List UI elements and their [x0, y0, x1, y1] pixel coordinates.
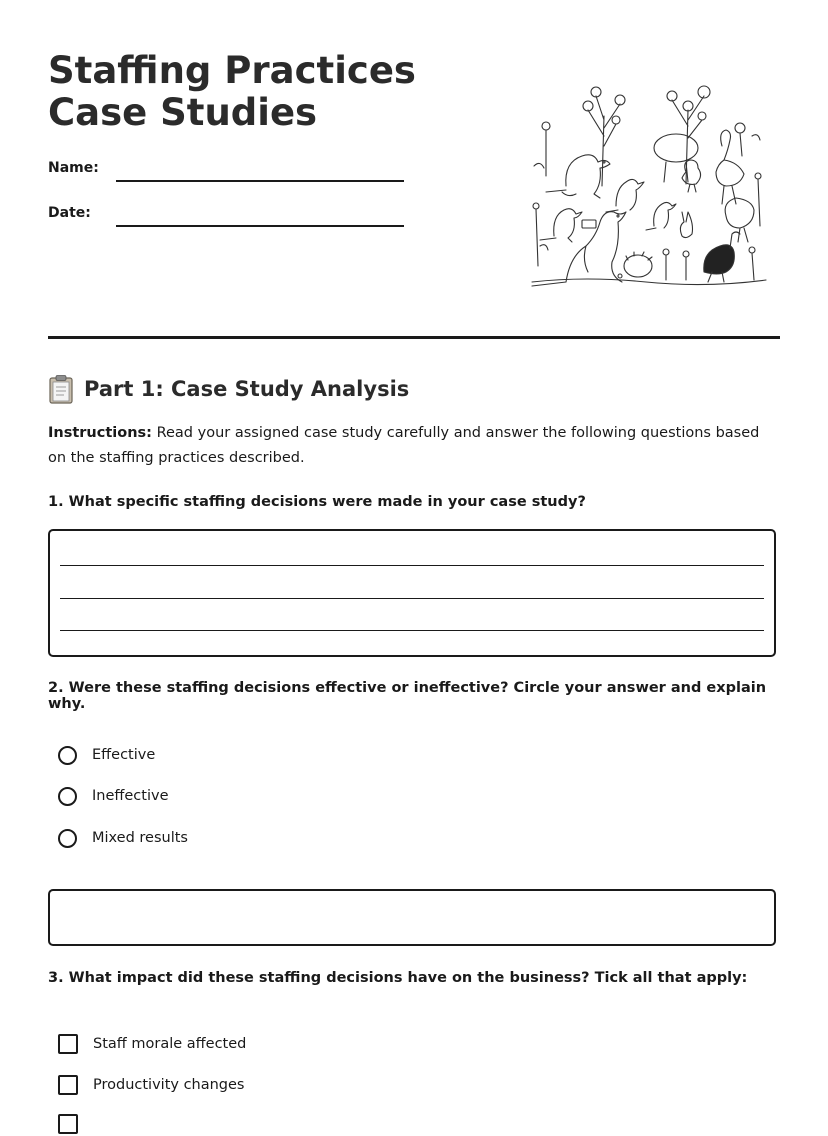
tree-icon [583, 87, 625, 186]
date-label: Date: [48, 205, 91, 221]
bush-icon [654, 134, 698, 182]
cassowary-icon [704, 232, 740, 282]
kangaroo-icon [546, 155, 610, 198]
answer-line [60, 630, 764, 631]
instructions-label: Instructions: [48, 425, 152, 441]
option-mixed-results[interactable] [58, 826, 188, 850]
name-line[interactable] [116, 180, 404, 182]
page-title: Staffing Practices Case Studies [48, 49, 416, 134]
question-3: 3. What impact did these staffing decisions have on the business? Tick all that apply: [48, 970, 748, 986]
clipboard-icon [48, 374, 74, 404]
question-2: 2. Were these staffing decisions effective or ineffective? Circle your answer and explain why. [48, 680, 767, 712]
radio-circle[interactable] [58, 829, 77, 848]
option-partial[interactable] [58, 1112, 93, 1136]
checkbox[interactable] [58, 1075, 78, 1095]
kangaroo-icon [606, 179, 644, 212]
kangaroo-icon [532, 212, 626, 286]
ibis-icon [725, 198, 754, 242]
option-staff-morale[interactable] [58, 1032, 246, 1056]
checkbox[interactable] [58, 1034, 78, 1054]
answer-line [60, 598, 764, 599]
echidna-icon [624, 252, 652, 277]
option-productivity[interactable] [58, 1073, 245, 1097]
part1-title: Part 1: Case Study Analysis [84, 377, 410, 401]
checkbox[interactable] [58, 1114, 78, 1134]
instructions-text: Read your assigned case study carefully and answer the following questions based on the staffing practices described. [48, 425, 760, 466]
option-ineffective[interactable] [58, 784, 169, 808]
option-label: Productivity changes [93, 1077, 245, 1093]
instructions [48, 421, 768, 471]
question-1: 1. What specific staffing decisions were made in your case study? [48, 494, 586, 510]
section-divider [48, 336, 780, 339]
option-label: Staff morale affected [93, 1036, 247, 1052]
kangaroo-icon [646, 202, 676, 230]
date-field[interactable] [48, 205, 408, 235]
radio-circle[interactable] [58, 787, 77, 806]
option-label: Ineffective [92, 788, 169, 804]
option-label: Effective [92, 747, 156, 763]
part1-heading [48, 372, 409, 406]
radio-circle[interactable] [58, 746, 77, 765]
q2-explain-box[interactable] [48, 889, 776, 946]
date-line[interactable] [116, 225, 404, 227]
wallaby-icon [540, 209, 596, 242]
name-label: Name: [48, 160, 99, 176]
emu-icon [716, 130, 744, 204]
australian-animals-illustration [526, 76, 770, 290]
bird-icon [682, 160, 701, 192]
option-label: Mixed results [92, 830, 188, 846]
q1-answer-box[interactable] [48, 529, 776, 657]
rabbit-icon [680, 212, 692, 238]
tree-icon [667, 86, 710, 184]
option-effective[interactable] [58, 743, 155, 767]
name-field[interactable] [48, 160, 408, 190]
answer-line [60, 565, 764, 566]
